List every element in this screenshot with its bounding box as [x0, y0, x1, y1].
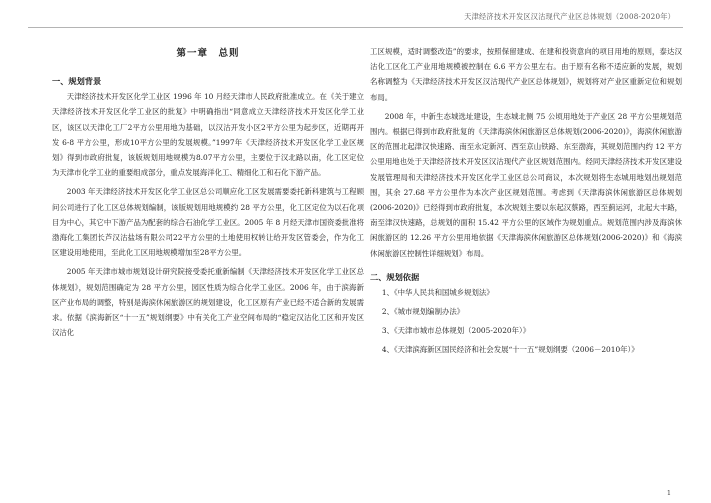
section-heading-background: 一、规划背景: [52, 76, 102, 87]
paragraph: 工区规模，适时调整改造”的要求，按照保留建成、在建和投资意向的项目用地的原则，泰达汉沽化工区化工产业用地规模被控制在 6.6 平方公里左右。由于原有名称不适应新的发展，规划名称调整为《天津经济技术开发区汉沽现代产业区总体规划》，规划将对产业区重新定位和规划布局。: [370, 47, 682, 102]
section-heading-basis: 二、规划依据: [370, 271, 420, 282]
paragraph: 2005 年天津市城市规划设计研究院接受委托重新编制《天津经济技术开发区化学工业区总体规划》，规划范围确定为 28 平方公里，园区性质为综合化学工业区。2006 年，由于滨海新区产业布局的调整，特别是海滨休闲旅游区的规划建设，化工区原有产业已经不适合新的发展需求。依据《滨海新区“十一五”规划纲要》中有关化工产业空间布局的“稳定汉沽化工区和开发区汉沽化: [52, 267, 364, 338]
reference-item: 1、《中华人民共和国城乡规划法》: [381, 287, 494, 297]
paragraph: 2003 年天津经济技术开发区化学工业区总公司顺应化工区发展需要委托新科建筑与工程顾问公司进行了化工区总体规划编制，该版规划用地规模约 28 平方公里，化工区定位为以石化项目为中心，其它中下游产品为配套的综合石油化学工业区。2005 年 8 月经天津市国资委批准将渤海化工集团长芦汉沽盐场有限公司22平方公里的土地使用权转让给开发区管委会，作为化工区建设用地使用，至此化工区用地规模增加至28平方公里。: [52, 187, 364, 258]
paragraph: 天津经济技术开发区化学工业区 1996 年 10 月经天津市人民政府批准成立。在《关于建立天津经济技术开发区化学工业区的批复》中明确指出“同意成立天津经济技术开发区化学工业区，该区以天津化工厂2平方公里用地为基础，以汉沽开发小区2平方公里为起步区，近期再开发 6-8 平方公里，形成10平方公里的发展规模。”1997年《天津经济技术开发区化学工业区规划》得到市政府批复，该版规划用地规模为8.07平方公里，主要位于汉北路以南，化工区定位为天津市化学工业的重要组成部分，重点发展海洋化工、精细化工和石化下游产品。: [52, 92, 364, 178]
chapter-title: 第一章 总则: [176, 48, 240, 59]
running-header: 天津经济技术开发区汉沽现代产业区总体规划（2008-2020年）: [464, 12, 675, 21]
page-number: 1: [666, 489, 671, 497]
left-column: [52, 44, 364, 344]
paragraph: 2008 年，中新生态城选址建设，生态城北侧 75 公顷用地处于产业区 28 平方公里规划范围内。根据已得到市政府批复的《天津海滨休闲旅游区总体规划(2006-2020)》，海滨休闲旅游区的范围北起津汉快速路、南至永定新河、西至京山铁路、东至渤海，其规划范围内约 12 平方公里用地也处于天津经济技术开发区汉沽现代产业区规划范围内。经同天津经济技术开发区建设发展管理局和天津经济技术开发区化学工业区总公司商议，本次规划将生态城用地划出规划范围，其余 27.68 平方公里作为本次产业区规划范围。考虑到《天津海滨休闲旅游区总体规划(2006-2020)》已经得到市政府批复，本次规划主要以东起汉蔡路，西至蓟运河，北起大丰路，南至津汉快速路，总规划的面积 15.42 平方公里的区域作为规划重点。规划范围内涉及海滨休闲旅游区的 12.26 平方公里用地依据《天津海滨休闲旅游区总体规划(2006-2020)》和《海滨休闲旅游区控制性详细规划》布局。: [370, 111, 682, 258]
reference-item: 3、《天津市城市总体规划（2005-2020年）》: [381, 326, 531, 336]
right-column: [370, 44, 682, 362]
reference-item: 2、《城市规划编制办法》: [381, 307, 465, 317]
reference-item: 4、《天津滨海新区国民经济和社会发展“十一五”规划纲要（2006－2010年）》: [381, 345, 639, 355]
header-rule: [28, 27, 683, 28]
